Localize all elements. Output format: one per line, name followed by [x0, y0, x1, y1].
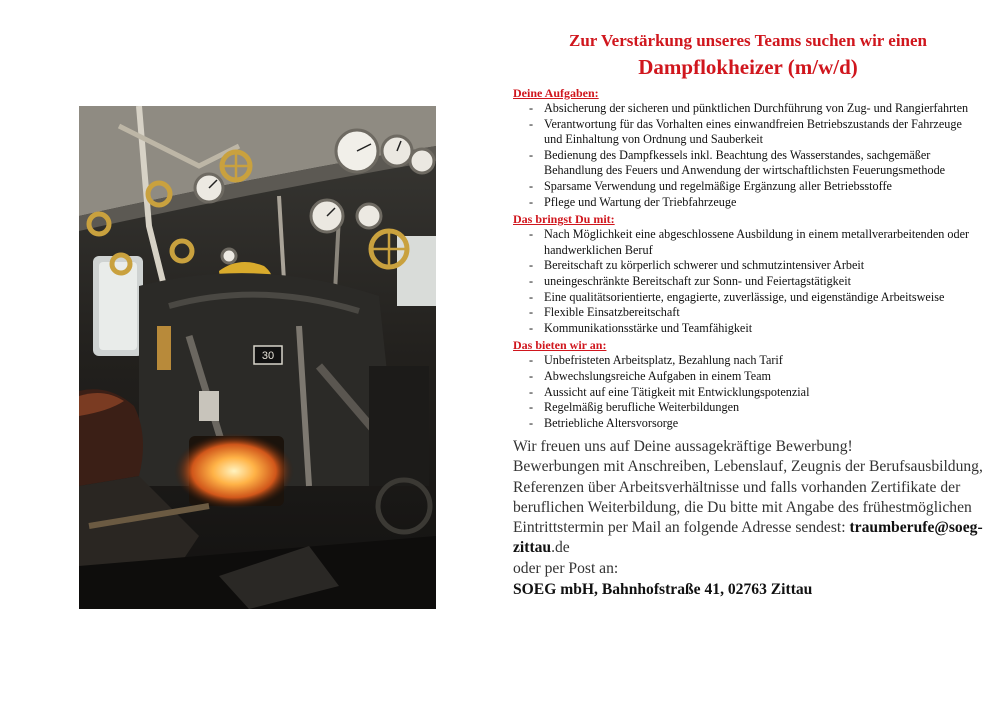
list-item: - Aussicht auf eine Tätigkeit mit Entwicklungspotenzial — [525, 385, 983, 401]
section-benefits — [513, 338, 983, 431]
list-item: - Eine qualitätsorientierte, engagierte, zuverlässige, und eigenständige Arbeitsweise — [525, 290, 983, 306]
list-item: - Abwechslungsreiche Aufgaben in einem Team — [525, 369, 983, 385]
closing-intro: Wir freuen uns auf Deine aussagekräftige Bewerbung! — [513, 438, 853, 456]
list-item: - Sparsame Verwendung und regelmäßige Ergänzung aller Betriebsstoffe — [525, 179, 983, 195]
list-item: - Regelmäßig berufliche Weiterbildungen — [525, 400, 983, 416]
list-item: - Bereitschaft zu körperlich schwerer und schmutzintensiver Arbeit — [525, 258, 983, 274]
section-tasks — [513, 86, 983, 210]
locomotive-cab-photo — [79, 106, 436, 609]
email-address[interactable]: traumberufe@soeg-zittau — [513, 519, 983, 557]
list-item: - Absicherung der sicheren und pünktlichen Durchführung von Zug- und Rangierfahrten — [525, 101, 983, 117]
locomotive-cab-illustration — [79, 106, 436, 609]
closing-body — [513, 457, 983, 558]
job-posting — [513, 30, 983, 600]
post-note: oder per Post an: — [513, 559, 619, 577]
section-title-tasks: Deine Aufgaben: — [513, 86, 599, 100]
section-title-requirements: Das bringst Du mit: — [513, 212, 615, 227]
list-item: - Nach Möglichkeit eine abgeschlossene Ausbildung in einem metallverarbeitenden oder handwerklichen Beruf — [525, 227, 983, 258]
list-item: - Flexible Einsatzbereitschaft — [525, 305, 983, 321]
list-item: - Betriebliche Altersvorsorge — [525, 416, 983, 432]
headline-intro: Zur Verstärkung unseres Teams suchen wir einen — [568, 31, 927, 50]
application-info — [513, 437, 983, 600]
postal-address: SOEG mbH, Bahnhofstraße 41, 02763 Zittau — [513, 580, 813, 598]
gauge-number-label: 30 — [261, 350, 275, 362]
list-item: - Unbefristeten Arbeitsplatz, Bezahlung nach Tarif — [525, 353, 983, 369]
list-item: - uneingeschränkte Bereitschaft zur Sonn- und Feiertagstätigkeit — [525, 274, 983, 290]
job-title: Dampflokheizer (m/w/d) — [638, 55, 858, 79]
email-domain-suffix: .de — [551, 539, 570, 557]
section-title-benefits: Das bieten wir an: — [513, 338, 607, 353]
list-item: - Bedienung des Dampfkessels inkl. Beachtung des Wasserstandes, sachgemäßer Behandlung des Feuers und Anwendung der wirtschaftlichsten Feuerungsmethode — [525, 148, 983, 179]
closing-body-text: Bewerbungen mit Anschreiben, Lebenslauf, Zeugnis der Berufsausbildung, Referenzen über Arbeitsverhältnisse und falls vorhanden Zertifikate der beruflichen Weiterbildung, die Du bitte mit Angabe des frühestmöglichen Eintrittstermin per Mail an folgende Adresse sendest: — [513, 458, 983, 537]
list-item: - Pflege und Wartung der Triebfahrzeuge — [525, 195, 983, 211]
list-item: - Verantwortung für das Vorhalten eines einwandfreien Betriebszustands der Fahrzeuge und Einhaltung von Ordnung und Sauberkeit — [525, 117, 983, 148]
section-requirements — [513, 212, 983, 336]
list-item: - Kommunikationsstärke und Teamfähigkeit — [525, 321, 983, 337]
